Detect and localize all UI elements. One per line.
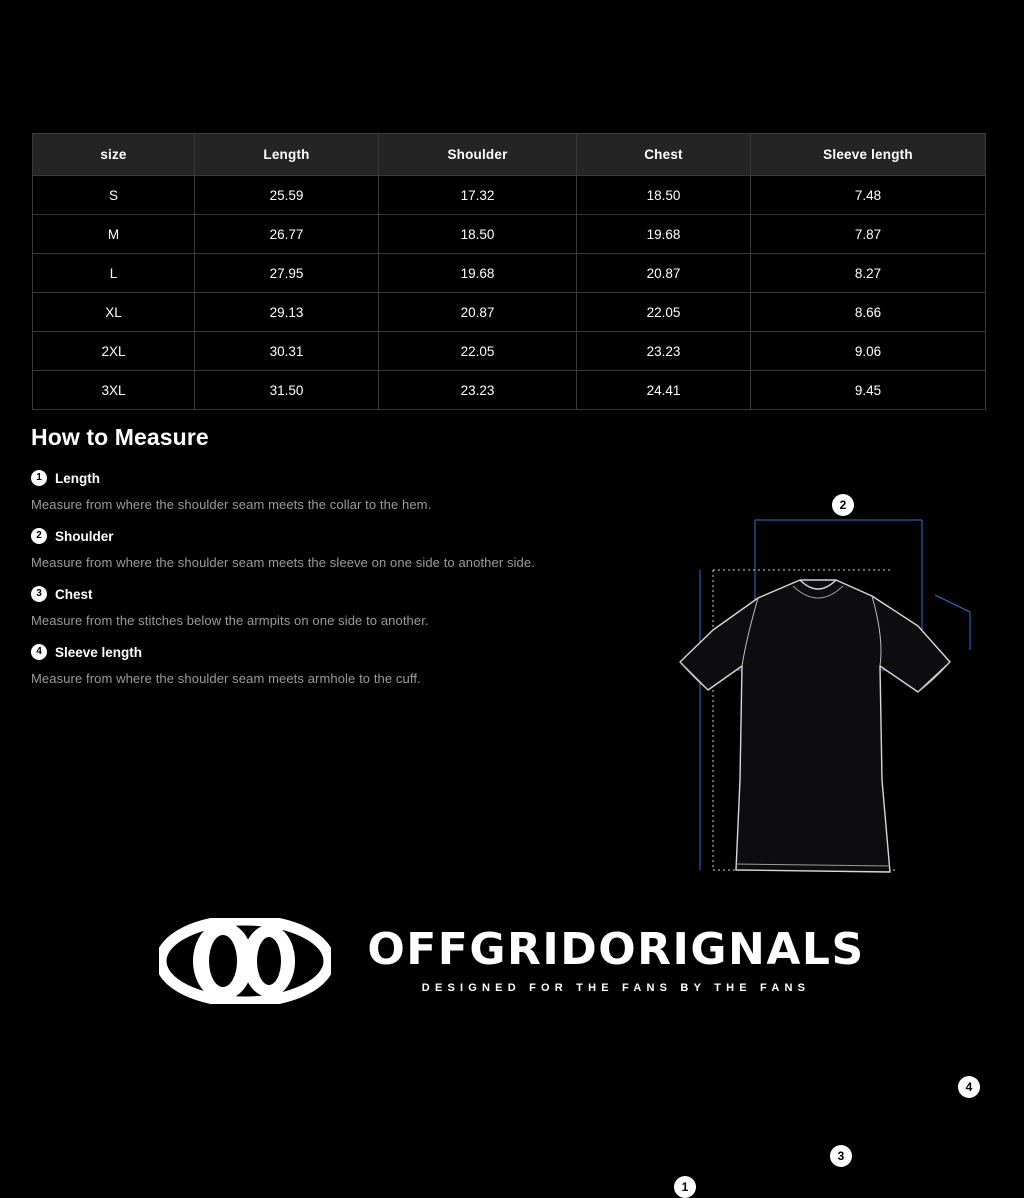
column-header-shoulder: Shoulder — [379, 134, 577, 176]
cell-shoulder: 20.87 — [379, 293, 577, 332]
brand-text — [367, 924, 865, 994]
cell-chest: 18.50 — [577, 176, 751, 215]
cell-chest: 24.41 — [577, 371, 751, 410]
brand-tagline: DESIGNED FOR THE FANS BY THE FANS — [421, 982, 811, 994]
tshirt-measurement-diagram — [650, 480, 1024, 1194]
callout-length: 1 — [674, 1176, 696, 1198]
table-body — [33, 176, 986, 410]
measure-item-length — [31, 468, 671, 512]
measure-description: Measure from the stitches below the armpits on one side to another. — [31, 613, 429, 628]
cell-size: 3XL — [33, 371, 195, 410]
cell-length: 30.31 — [195, 332, 379, 371]
cell-shoulder: 19.68 — [379, 254, 577, 293]
measure-item-shoulder — [31, 526, 671, 570]
measure-head — [31, 526, 671, 546]
brand-name: OFFGRIDORIGNALS — [367, 924, 865, 975]
callout-chest: 3 — [830, 1145, 852, 1167]
cell-length: 25.59 — [195, 176, 379, 215]
cell-chest: 20.87 — [577, 254, 751, 293]
table-row — [33, 215, 986, 254]
cell-chest: 22.05 — [577, 293, 751, 332]
cell-length: 31.50 — [195, 371, 379, 410]
column-header-chest: Chest — [577, 134, 751, 176]
measure-description: Measure from where the shoulder seam meets the sleeve on one side to another side. — [31, 555, 535, 570]
measure-description: Measure from where the shoulder seam meets the collar to the hem. — [31, 497, 432, 512]
column-header-sleeve-length: Sleeve length — [751, 134, 986, 176]
brand-logo-icon — [159, 918, 331, 1004]
table-row — [33, 254, 986, 293]
measure-description: Measure from where the shoulder seam meets armhole to the cuff. — [31, 671, 421, 686]
callout-sleeve-length: 4 — [958, 1076, 980, 1098]
cell-size: 2XL — [33, 332, 195, 371]
cell-size: M — [33, 215, 195, 254]
size-chart-table — [32, 133, 986, 410]
table-row — [33, 332, 986, 371]
cell-sleeve: 7.48 — [751, 176, 986, 215]
table-header-row — [33, 134, 986, 176]
number-badge-icon: 2 — [31, 528, 47, 544]
cell-shoulder: 22.05 — [379, 332, 577, 371]
cell-chest: 23.23 — [577, 332, 751, 371]
cell-sleeve: 9.06 — [751, 332, 986, 371]
cell-sleeve: 8.66 — [751, 293, 986, 332]
table-header — [33, 134, 986, 176]
cell-size: L — [33, 254, 195, 293]
tshirt-illustration — [650, 480, 1024, 900]
cell-length: 27.95 — [195, 254, 379, 293]
measure-label: Sleeve length — [55, 644, 143, 660]
measure-head — [31, 642, 671, 662]
column-header-length: Length — [195, 134, 379, 176]
callout-shoulder: 2 — [832, 494, 854, 516]
cell-length: 29.13 — [195, 293, 379, 332]
cell-shoulder: 17.32 — [379, 176, 577, 215]
table-row — [33, 176, 986, 215]
cell-size: XL — [33, 293, 195, 332]
measure-head — [31, 468, 671, 488]
measure-label: Chest — [55, 586, 93, 602]
number-badge-icon: 1 — [31, 470, 47, 486]
cell-sleeve: 8.27 — [751, 254, 986, 293]
measure-item-chest — [31, 584, 671, 628]
column-header-size: size — [33, 134, 195, 176]
measure-label: Shoulder — [55, 528, 114, 544]
measure-label: Length — [55, 470, 100, 486]
cell-shoulder: 23.23 — [379, 371, 577, 410]
table-row — [33, 371, 986, 410]
cell-shoulder: 18.50 — [379, 215, 577, 254]
brand-footer — [0, 898, 1024, 1024]
table-row — [33, 293, 986, 332]
how-to-measure-title: How to Measure — [31, 424, 209, 450]
measure-item-sleeve-length — [31, 642, 671, 686]
cell-sleeve: 9.45 — [751, 371, 986, 410]
cell-length: 26.77 — [195, 215, 379, 254]
number-badge-icon: 3 — [31, 586, 47, 602]
cell-chest: 19.68 — [577, 215, 751, 254]
measure-head — [31, 584, 671, 604]
cell-size: S — [33, 176, 195, 215]
cell-sleeve: 7.87 — [751, 215, 986, 254]
measure-instruction-list — [31, 468, 671, 700]
number-badge-icon: 4 — [31, 644, 47, 660]
